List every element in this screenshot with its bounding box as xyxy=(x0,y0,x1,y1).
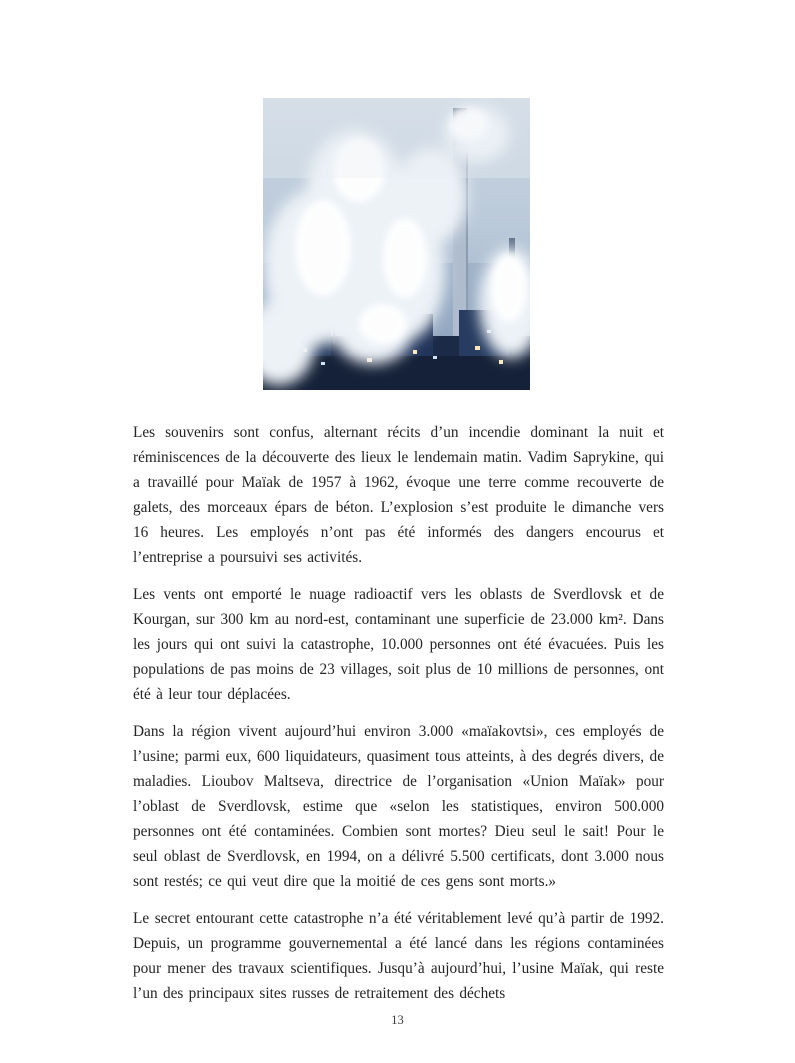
factory-smoke-photo xyxy=(263,98,530,390)
article-body xyxy=(133,420,664,1018)
page-number: 13 xyxy=(391,1013,404,1027)
paragraph-4: Le secret entourant cette catastrophe n’a été véritablement levé qu’à partir de 1992. Depuis, un programme gouvernemental a été lancé dans les régions contaminées pour mener des travaux scientifiques. Jusqu’à aujourd’hui, l’usine Maïak, qui reste l’un des principaux sites russes de retraitement des déchets xyxy=(133,910,664,1002)
factory-smoke-illustration xyxy=(263,98,530,390)
paragraph-3: Dans la région vivent aujourd’hui environ 3.000 «maïakovtsi», ces employés de l’usine; parmi eux, 600 liquidateurs, quasiment tous atteints, à des degrés divers, de maladies. Lioubov Maltseva, directrice de l’organisation «Union Maïak» pour l’oblast de Sverdlovsk, estime que «selon les statistiques, environ 500.000 personnes ont été contaminées. Combien sont mortes? Dieu seul le sait! Pour le seul oblast de Sverdlovsk, en 1994, on a délivré 5.500 certificats, dont 3.000 nous sont restés; ce qui veut dire que la moitié de ces gens sont morts.» xyxy=(133,723,664,890)
paragraph-1: Les souvenirs sont confus, alternant récits d’un incendie dominant la nuit et réminiscences de la découverte des lieux le lendemain matin. Vadim Saprykine, qui a travaillé pour Maïak de 1957 à 1962, évoque une terre comme recouverte de galets, des morceaux épars de béton. L’explosion s’est produite le dimanche vers 16 heures. Les employés n’ont pas été informés des dangers encourus et l’entreprise a poursuivi ses activités. xyxy=(133,424,664,566)
paragraph-2: Les vents ont emporté le nuage radioactif vers les oblasts de Sverdlovsk et de Kourgan, sur 300 km au nord-est, contaminant une superficie de 23.000 km². Dans les jours qui ont suivi la catastrophe, 10.000 personnes ont été évacuées. Puis les populations de pas moins de 23 villages, soit plus de 10 millions de personnes, ont été à leur tour déplacées. xyxy=(133,586,664,703)
